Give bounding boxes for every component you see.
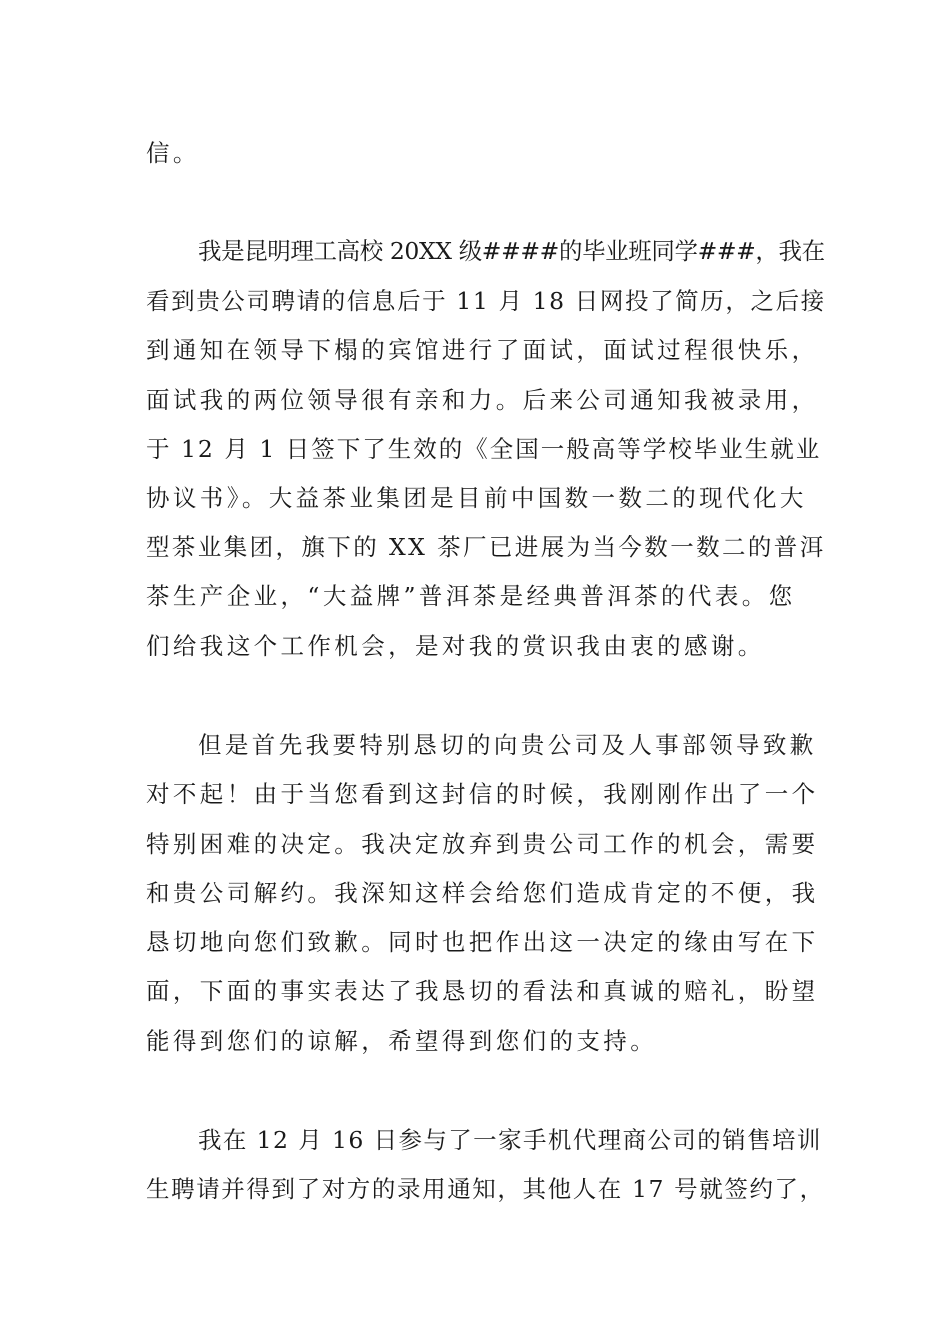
text-line: 我在 12 月 16 日参与了一家手机代理商公司的销售培训 [198, 1126, 822, 1154]
text-line: 面试我的两位领导很有亲和力。后来公司通知我被录用， [146, 386, 819, 414]
text-line: 和贵公司解约。我深知这样会给您们造成肯定的不便，我 [146, 879, 819, 907]
text-line: 茶生产企业，“大益牌”普洱茶是经典普洱茶的代表。您 [146, 582, 796, 610]
text-line: 对不起！由于当您看到这封信的时候，我刚刚作出了一个 [146, 780, 819, 808]
text-line: 型茶业集团，旗下的 XX 茶厂已进展为当今数一数二的普洱 [146, 533, 826, 561]
text-line: 特别困难的决定。我决定放弃到贵公司工作的机会，需要 [146, 830, 819, 858]
text-line: 到通知在领导下榻的宾馆进行了面试，面试过程很快乐， [146, 336, 819, 364]
text-line: 但是首先我要特别恳切的向贵公司及人事部领导致歉 [198, 731, 817, 759]
text-line: 协议书》。大益茶业集团是目前中国数一数二的现代化大 [146, 484, 807, 512]
text-line: 于 12 月 1 日签下了生效的《全国一般高等学校毕业生就业 [146, 435, 822, 463]
text-line: 恳切地向您们致歉。同时也把作出这一决定的缘由写在下 [146, 928, 819, 956]
text-line: 我是昆明理工高校 20XX 级####的毕业班同学###，我在 [198, 237, 825, 265]
text-line: 信。 [146, 139, 200, 167]
text-line: 们给我这个工作机会，是对我的赏识我由衷的感谢。 [146, 632, 765, 660]
text-line: 看到贵公司聘请的信息后于 11 月 18 日网投了简历，之后接 [146, 287, 826, 315]
text-line: 生聘请并得到了对方的录用通知，其他人在 17 号就签约了， [146, 1175, 825, 1203]
text-line: 面，下面的事实表达了我恳切的看法和真诚的赔礼，盼望 [146, 977, 819, 1005]
text-line: 能得到您们的谅解，希望得到您们的支持。 [146, 1027, 658, 1055]
